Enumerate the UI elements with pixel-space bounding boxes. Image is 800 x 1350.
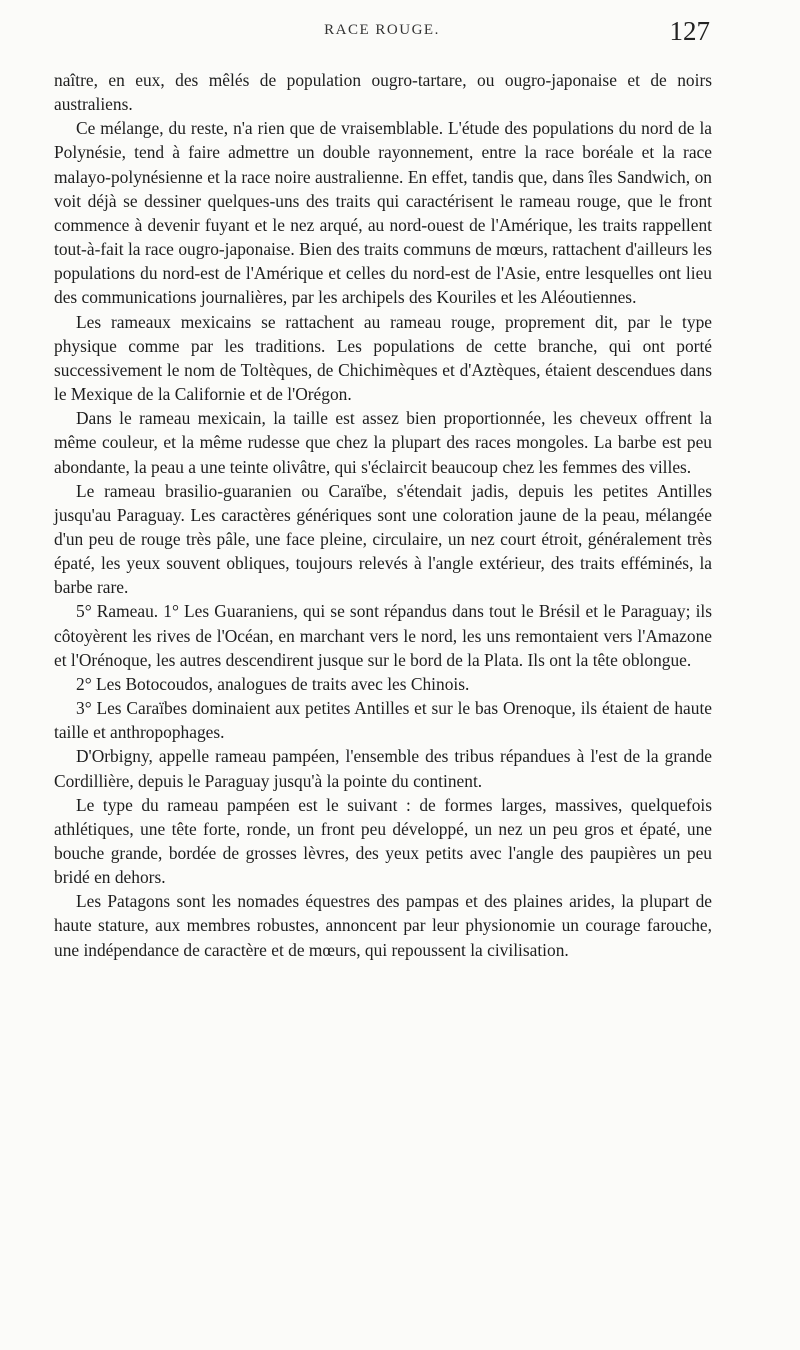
- paragraph-continuation: naître, en eux, des mêlés de population ougro-tartare, ou ougro-japonaise et de noirs australiens.: [54, 70, 712, 115]
- page-header: [54, 16, 710, 52]
- paragraph-caraibes: 3° Les Caraïbes dominaient aux petites Antilles et sur le bas Orenoque, ils étaient de haute taille et anthropophages.: [54, 698, 712, 743]
- paragraph-rameaux-mexicains: Les rameaux mexicains se rattachent au rameau rouge, proprement dit, par le type physique comme par les traditions. Les populations de cette branche, qui ont porté successivement le nom de Toltèques, de Chichimèques et d'Aztèques, étaient descendues dans le Mexique de la Californie et de l'Orégon.: [54, 311, 712, 405]
- paragraph-patagons: Les Patagons sont les nomades équestres des pampas et des plaines arides, la plupart de haute stature, aux membres robustes, annoncent par leur physionomie un courage farouche, une indépendance de caractère et de mœurs, qui repoussent la civilisation.: [54, 891, 712, 960]
- paragraph-melange: Ce mélange, du reste, n'a rien que de vraisemblable. L'étude des populations du nord de la Polynésie, tend à faire admettre un double rayonnement, entre la race boréale et la race malayo-polynésienne et la race noire australienne. En effet, tandis que, dans îles Sandwich, on voit déjà se dessiner quelques-uns des traits qui caractérisent le rameau rouge, que le front commence à devenir fuyant et le nez arqué, au nord-ouest de l'Amérique, les traits rappellent tout-à-fait la race ougro-japonaise. Bien des traits communs de mœurs, rattachent d'ailleurs les populations du nord-est de l'Amérique et celles du nord-est de l'Asie, entre lesquelles ont lieu des communications journalières, par les archipels des Kouriles et les Aléoutiennes.: [54, 118, 712, 308]
- page-body: [54, 68, 712, 962]
- paragraph-type-pampeen: Le type du rameau pampéen est le suivant : de formes larges, massives, quelquefois athlétiques, une tête forte, ronde, un front peu développé, un nez un peu gros et épaté, une bouche grande, bordée de grosses lèvres, des yeux petits avec l'angle des paupières un peu bridé en dehors.: [54, 794, 712, 888]
- paragraph-dorbigny: D'Orbigny, appelle rameau pampéen, l'ensemble des tribus répandues à l'est de la grande Cordillière, depuis le Paraguay jusqu'à la pointe du continent.: [54, 746, 712, 791]
- page-number: 127: [669, 16, 710, 46]
- paragraph-brasilio-guaranien: Le rameau brasilio-guaranien ou Caraïbe, s'étendait jadis, depuis les petites Antilles jusqu'au Paraguay. Les caractères génériques sont une coloration jaune de la peau, mélangée d'un peu de rouge très pâle, une face pleine, circulaire, un nez court étroit, généralement très épaté, les yeux souvent obliques, toujours relevés à l'angle extérieur, des traits efféminés, la barbe rare.: [54, 480, 712, 598]
- paragraph-rameau-mexicain: Dans le rameau mexicain, la taille est assez bien proportionnée, les cheveux offrent la même couleur, et la même rudesse que chez la plupart des races mongoles. La barbe est peu abondante, la peau a une teinte olivâtre, qui s'éclaircit beaucoup chez les femmes des villes.: [54, 408, 712, 477]
- paragraph-guaraniens: 5° Rameau. 1° Les Guaraniens, qui se sont répandus dans tout le Brésil et le Paraguay; ils côtoyèrent les rives de l'Océan, en marchant vers le nord, les uns remontaient vers l'Amazone et l'Orénoque, les autres descendirent jusque sur le bord de la Plata. Ils ont la tête oblongue.: [54, 601, 712, 670]
- running-head: RACE ROUGE.: [324, 22, 440, 38]
- paragraph-botocoudos: 2° Les Botocoudos, analogues de traits avec les Chinois.: [76, 673, 470, 694]
